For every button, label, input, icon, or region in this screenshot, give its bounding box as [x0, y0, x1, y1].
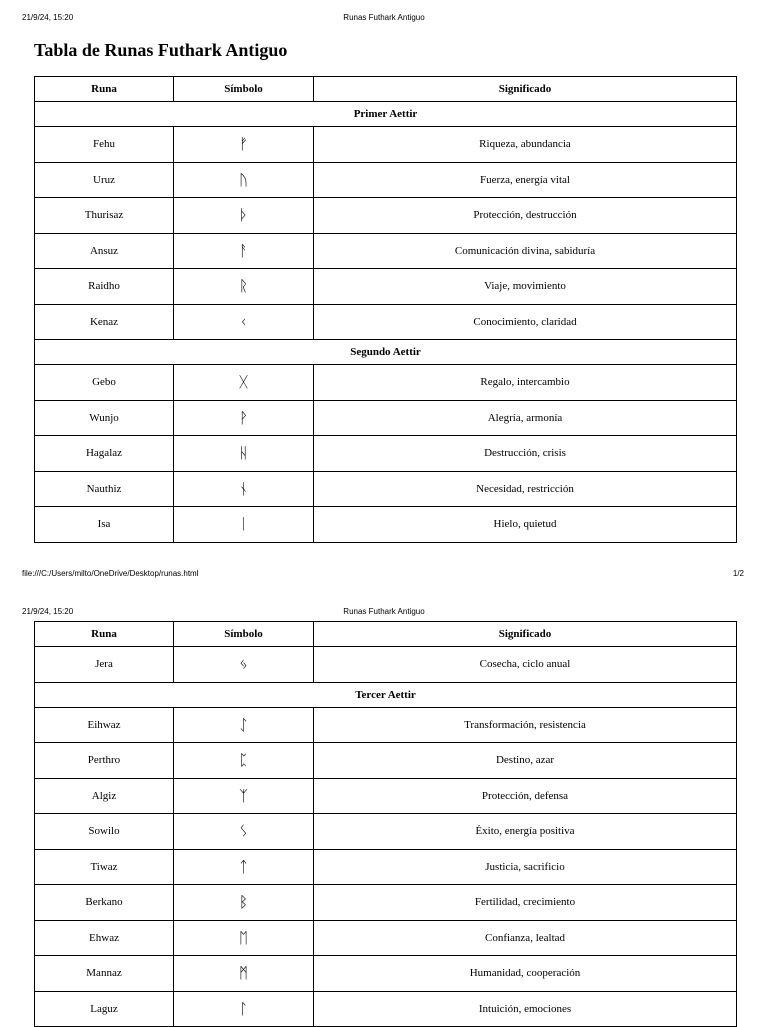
rune-meaning-cell: Riqueza, abundancia — [314, 127, 737, 163]
rune-meaning-cell: Protección, destrucción — [314, 198, 737, 234]
rune-name-cell: Uruz — [35, 162, 174, 198]
rune-meaning-cell: Justicia, sacrificio — [314, 849, 737, 885]
print-header — [0, 13, 768, 25]
print-footer — [0, 569, 768, 581]
column-header-significado: Significado — [314, 77, 737, 102]
table-row — [35, 304, 737, 340]
runes-table-continued — [34, 621, 737, 1027]
rune-name-cell: Isa — [35, 507, 174, 543]
print-datetime: 21/9/24, 15:20 — [22, 607, 74, 616]
rune-meaning-cell: Comunicación divina, sabiduría — [314, 233, 737, 269]
rune-meaning-cell: Destrucción, crisis — [314, 436, 737, 472]
rune-symbol-cell: ᛖ — [174, 920, 314, 956]
table-row — [35, 743, 737, 779]
rune-meaning-cell: Necesidad, restricción — [314, 471, 737, 507]
rune-symbol-cell: ᚨ — [174, 233, 314, 269]
table-row — [35, 647, 737, 683]
rune-name-cell: Kenaz — [35, 304, 174, 340]
table-row — [35, 814, 737, 850]
table-row — [35, 233, 737, 269]
rune-symbol-cell: ᚢ — [174, 162, 314, 198]
rune-name-cell: Ansuz — [35, 233, 174, 269]
print-title: Runas Futhark Antiguo — [343, 607, 425, 616]
page-title: Tabla de Runas Futhark Antiguo — [34, 40, 288, 60]
page-number: 1/2 — [732, 569, 744, 578]
rune-name-cell: Thurisaz — [35, 198, 174, 234]
table-row — [35, 885, 737, 921]
rune-symbol-cell: ᚾ — [174, 471, 314, 507]
table-row — [35, 198, 737, 234]
rune-symbol-cell: ᚱ — [174, 269, 314, 305]
rune-name-cell: Gebo — [35, 365, 174, 401]
table-header-row — [35, 622, 737, 647]
section-row — [35, 102, 737, 127]
rune-meaning-cell: Conocimiento, claridad — [314, 304, 737, 340]
rune-name-cell: Mannaz — [35, 956, 174, 992]
table-row — [35, 162, 737, 198]
rune-meaning-cell: Confianza, lealtad — [314, 920, 737, 956]
table-row — [35, 849, 737, 885]
rune-name-cell: Sowilo — [35, 814, 174, 850]
rune-meaning-cell: Regalo, intercambio — [314, 365, 737, 401]
rune-symbol-cell: ᛗ — [174, 956, 314, 992]
column-header-significado: Significado — [314, 622, 737, 647]
rune-symbol-cell: ᛊ — [174, 814, 314, 850]
rune-name-cell: Laguz — [35, 991, 174, 1027]
section-row — [35, 340, 737, 365]
rune-symbol-cell: ᛈ — [174, 743, 314, 779]
rune-meaning-cell: Cosecha, ciclo anual — [314, 647, 737, 683]
rune-name-cell: Eihwaz — [35, 707, 174, 743]
rune-name-cell: Wunjo — [35, 400, 174, 436]
column-header-runa: Runa — [35, 622, 174, 647]
table-row — [35, 400, 737, 436]
rune-symbol-cell: ᛁ — [174, 507, 314, 543]
print-datetime: 21/9/24, 15:20 — [22, 13, 74, 22]
column-header-simbolo: Símbolo — [174, 622, 314, 647]
rune-name-cell: Perthro — [35, 743, 174, 779]
section-row — [35, 682, 737, 707]
rune-name-cell: Berkano — [35, 885, 174, 921]
table-row — [35, 127, 737, 163]
rune-symbol-cell: ᚦ — [174, 198, 314, 234]
rune-meaning-cell: Alegría, armonía — [314, 400, 737, 436]
rune-meaning-cell: Fuerza, energía vital — [314, 162, 737, 198]
table-row — [35, 956, 737, 992]
table-row — [35, 991, 737, 1027]
rune-meaning-cell: Protección, defensa — [314, 778, 737, 814]
rune-meaning-cell: Intuición, emociones — [314, 991, 737, 1027]
column-header-runa: Runa — [35, 77, 174, 102]
print-title: Runas Futhark Antiguo — [343, 13, 425, 22]
rune-symbol-cell: ᛚ — [174, 991, 314, 1027]
rune-name-cell: Ehwaz — [35, 920, 174, 956]
rune-meaning-cell: Destino, azar — [314, 743, 737, 779]
runes-table — [34, 76, 737, 543]
rune-meaning-cell: Hielo, quietud — [314, 507, 737, 543]
rune-name-cell: Fehu — [35, 127, 174, 163]
table-row — [35, 365, 737, 401]
rune-meaning-cell: Fertilidad, crecimiento — [314, 885, 737, 921]
rune-name-cell: Nauthiz — [35, 471, 174, 507]
rune-meaning-cell: Éxito, energía positiva — [314, 814, 737, 850]
rune-name-cell: Algiz — [35, 778, 174, 814]
table-row — [35, 269, 737, 305]
rune-name-cell: Raidho — [35, 269, 174, 305]
rune-symbol-cell: ᚺ — [174, 436, 314, 472]
table-row — [35, 471, 737, 507]
table-row — [35, 507, 737, 543]
rune-name-cell: Tiwaz — [35, 849, 174, 885]
print-header — [0, 607, 768, 619]
section-title: Segundo Aettir — [35, 340, 737, 365]
section-title: Primer Aettir — [35, 102, 737, 127]
table-row — [35, 436, 737, 472]
table-header-row — [35, 77, 737, 102]
table-row — [35, 778, 737, 814]
rune-name-cell: Hagalaz — [35, 436, 174, 472]
rune-symbol-cell: ᛃ — [174, 647, 314, 683]
rune-symbol-cell: ᚠ — [174, 127, 314, 163]
rune-name-cell: Jera — [35, 647, 174, 683]
table-row — [35, 707, 737, 743]
section-title: Tercer Aettir — [35, 682, 737, 707]
rune-symbol-cell: ᚷ — [174, 365, 314, 401]
rune-symbol-cell: ᛉ — [174, 778, 314, 814]
column-header-simbolo: Símbolo — [174, 77, 314, 102]
rune-symbol-cell: ᚲ — [174, 304, 314, 340]
rune-meaning-cell: Transformación, resistencia — [314, 707, 737, 743]
table-row — [35, 920, 737, 956]
rune-symbol-cell: ᚹ — [174, 400, 314, 436]
rune-symbol-cell: ᛇ — [174, 707, 314, 743]
file-path: file:///C:/Users/milto/OneDrive/Desktop/runas.html — [22, 569, 199, 578]
rune-symbol-cell: ᛒ — [174, 885, 314, 921]
rune-meaning-cell: Humanidad, cooperación — [314, 956, 737, 992]
rune-symbol-cell: ᛏ — [174, 849, 314, 885]
rune-meaning-cell: Viaje, movimiento — [314, 269, 737, 305]
